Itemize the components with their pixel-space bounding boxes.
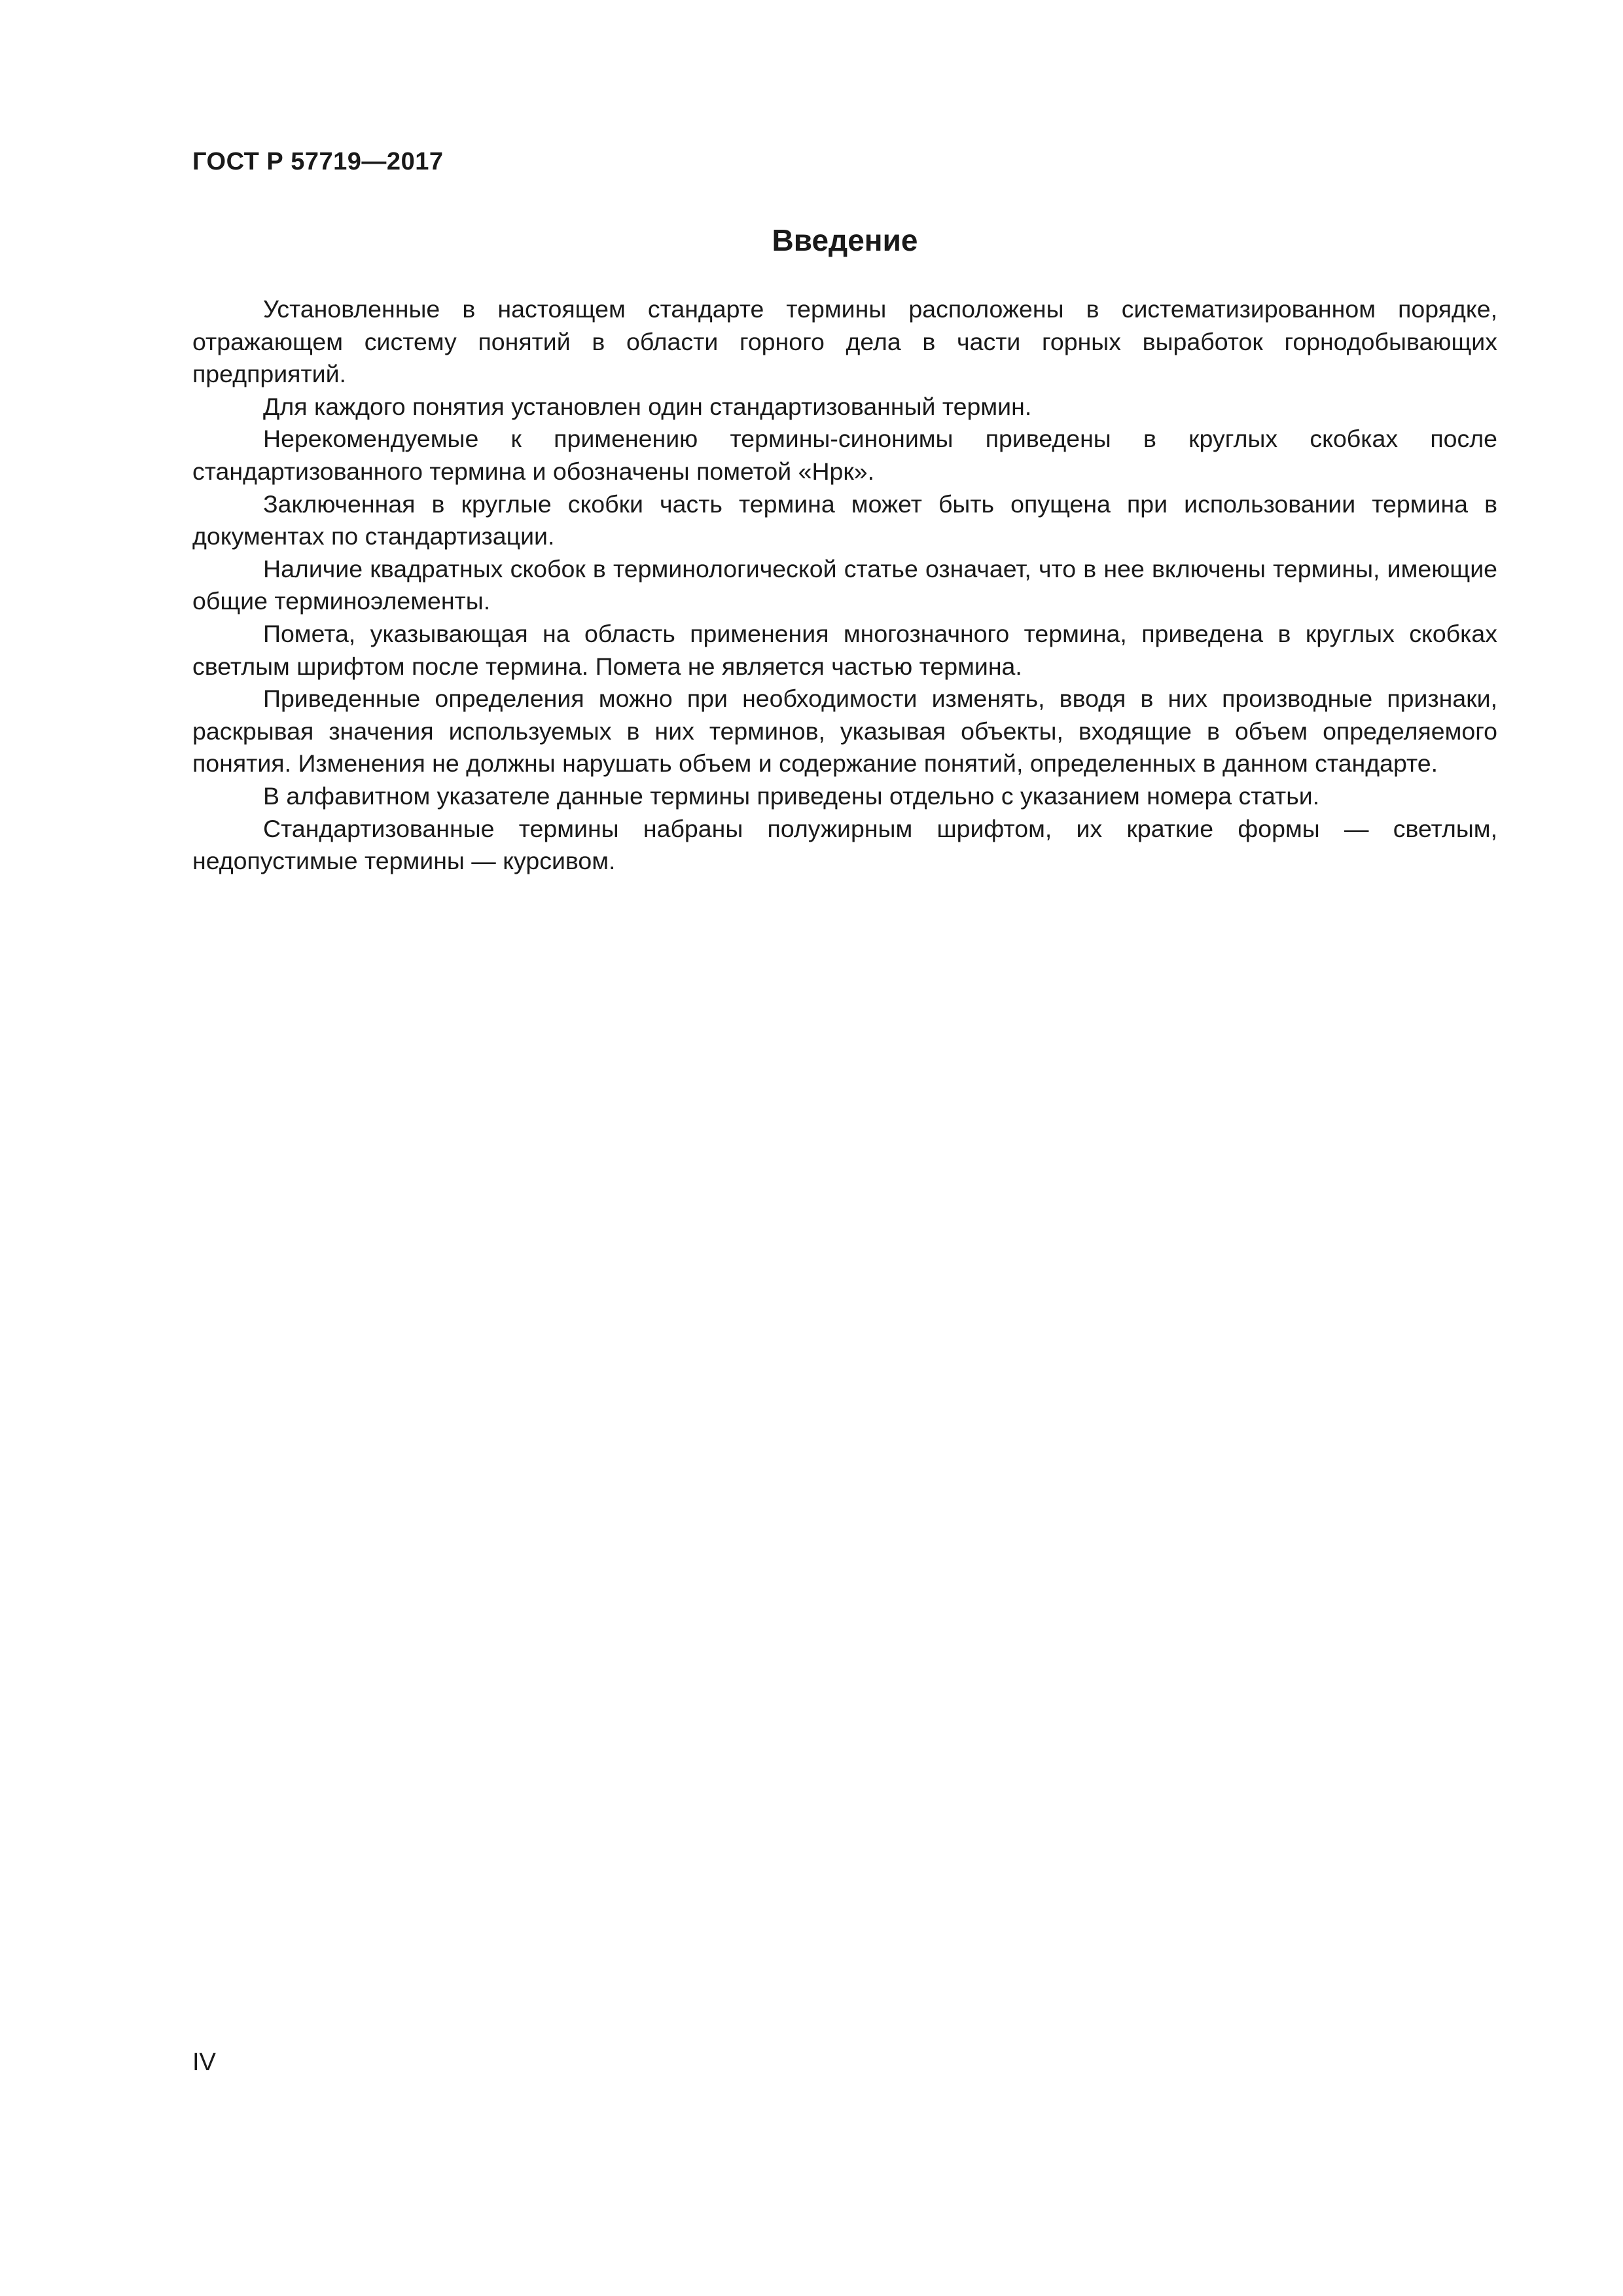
paragraph: Нерекомендуемые к применению термины-синонимы приведены в круглых скобках после стандартизованного термина и обозначены пометой «Нрк». [192,425,1497,485]
paragraph: Помета, указывающая на область применения многозначного термина, приведена в круглых скобках светлым шрифтом после термина. Помета не является частью термина. [192,619,1497,680]
standard-code: ГОСТ Р 57719—2017 [192,148,444,175]
paragraph: Наличие квадратных скобок в терминологической статье означает, что в нее включены термины, имеющие общие терминоэлементы. [192,554,1497,615]
paragraph: Стандартизованные термины набраны полужирным шрифтом, их краткие формы — светлым, недопустимые термины — курсивом. [192,814,1497,875]
section-title: Введение [772,223,918,257]
paragraph: Установленные в настоящем стандарте термины расположены в систематизированном порядке, отражающем систему понятий в области горного дела в части горных выработок горнодобывающих предприятий. [192,295,1497,388]
paragraph: В алфавитном указателе данные термины приведены отдельно с указанием номера статьи. [263,781,1320,810]
paragraph: Заключенная в круглые скобки часть термина может быть опущена при использовании термина в документах по стандартизации. [192,490,1497,550]
body-text [192,293,1497,878]
page-number: IV [192,2049,216,2076]
paragraph: Для каждого понятия установлен один стандартизованный термин. [263,392,1032,420]
paragraph: Приведенные определения можно при необходимости изменять, вводя в них производные признаки, раскрывая значения используемых в них терминов, указывая объекты, входящие в объем определяемого понятия. Изменения не должны нарушать объем и содержание понятий, определенных в данном стандарте. [192,685,1497,778]
